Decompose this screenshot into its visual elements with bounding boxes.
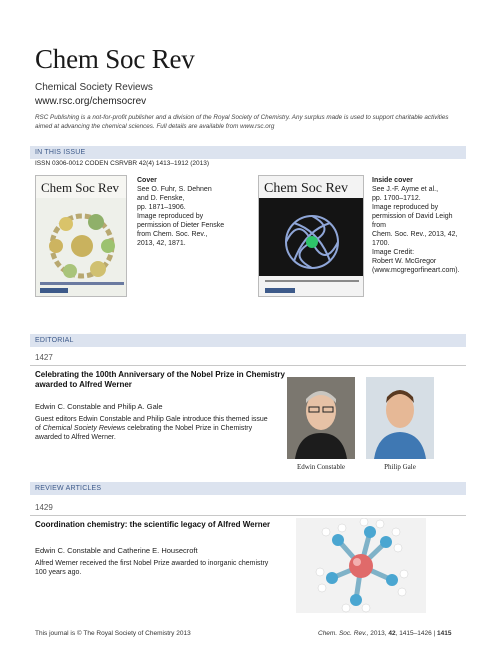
editorial-abstract-text: celebrating the Nobel Prize in Chemistry awarded to Alfred Werner. [35,425,253,441]
photo-caption-philip: Philip Gale [384,463,416,471]
editorial-abstract-journal: Chemical Society Reviews [42,425,126,432]
inside-cover-line: Robert W. McGregor [372,258,437,265]
inside-cover-line: See J.-F. Ayme et al., [372,186,439,193]
inside-cover-line: Image Credit: [372,249,415,256]
editorial-abstract-text: Guest editors Edwin Constable and Philip Gale introduce this themed issue of [35,416,268,432]
divider [30,365,466,366]
footer-page-number: 1415 [437,630,452,637]
inside-cover-line: Chem. Soc. Rev., 2013, 42, 1700. [372,231,458,247]
in-this-issue-heading: IN THIS ISSUE [30,146,466,159]
cover-line: pp. 1871–1906. [137,204,186,211]
footer-copyright: This journal is © The Royal Society of Chemistry 2013 [35,630,191,637]
journal-title: Chem Soc Rev [35,44,195,74]
footer-separator: | [431,630,438,637]
review-authors: Edwin C. Constable and Catherine E. Housecroft [35,546,198,555]
cover-caption [137,176,247,248]
editorial-authors: Edwin C. Constable and Philip A. Gale [35,402,163,411]
inside-cover-title-text: Chem Soc Rev [264,181,348,196]
review-articles-heading: REVIEW ARTICLES [30,482,466,495]
photo-caption-edwin: Edwin Constable [296,463,346,471]
molecule-graphic [296,518,426,613]
inside-cover-label: Inside cover [372,177,413,184]
editorial-title[interactable]: Celebrating the 100th Anniversary of the Nobel Prize in Chemistry awarded to Alfred Werner [35,370,285,389]
inside-cover-line: (www.mcgregorfineart.com). [372,267,460,274]
cover-title-text: Chem Soc Rev [41,180,119,195]
cover-line: and D. Fenske, [137,195,185,202]
cover-illustration [36,176,127,297]
cover-line: Image reproduced by [137,213,204,220]
issn-line: ISSN 0306-0012 CODEN CSRVBR 42(4) 1413–1912 (2013) [35,160,210,167]
footer-volume: 42 [388,630,396,637]
divider [30,515,466,516]
inside-cover-image [258,175,364,297]
photo-philip-gale [366,377,434,459]
editorial-heading: EDITORIAL [30,334,466,347]
cover-line: permission of Dieter Fenske [137,222,225,229]
cover-image [35,175,127,297]
publisher-note: RSC Publishing is a not-for-profit publisher and a division of the Royal Society of Chemistry. Any surplus made is used to support charitable activities aimed at advancing the chemical sciences. Full details are available from www.rsc.org [35,114,449,130]
inside-cover-caption [372,176,467,275]
cover-line: from Chem. Soc. Rev., [137,231,208,238]
footer-journal: Chem. Soc. Rev., [318,630,369,637]
cover-label: Cover [137,177,157,184]
inside-cover-line: pp. 1700–1712. [372,195,421,202]
cover-line: See O. Fuhr, S. Dehnen [137,186,212,193]
inside-cover-line: Image reproduced by [372,204,439,211]
footer-citation [318,630,452,637]
editorial-page: 1427 [35,353,53,362]
footer-year: 2013, [368,630,389,637]
review-page: 1429 [35,503,53,512]
journal-url[interactable]: www.rsc.org/chemsocrev [35,96,147,107]
footer-pages: , 1415–1426 [395,630,432,637]
inside-cover-illustration [259,176,364,297]
journal-subtitle: Chemical Society Reviews [35,82,153,93]
inside-cover-line: permission of David Leigh from [372,213,453,229]
review-abstract: Alfred Werner received the first Nobel Prize awarded to inorganic chemistry 100 years ago. [35,560,269,576]
editorial-abstract [35,415,270,442]
cover-line: 2013, 42, 1871. [137,240,186,247]
review-title[interactable]: Coordination chemistry: the scientific legacy of Alfred Werner [35,520,271,529]
photo-edwin-constable [287,377,355,459]
